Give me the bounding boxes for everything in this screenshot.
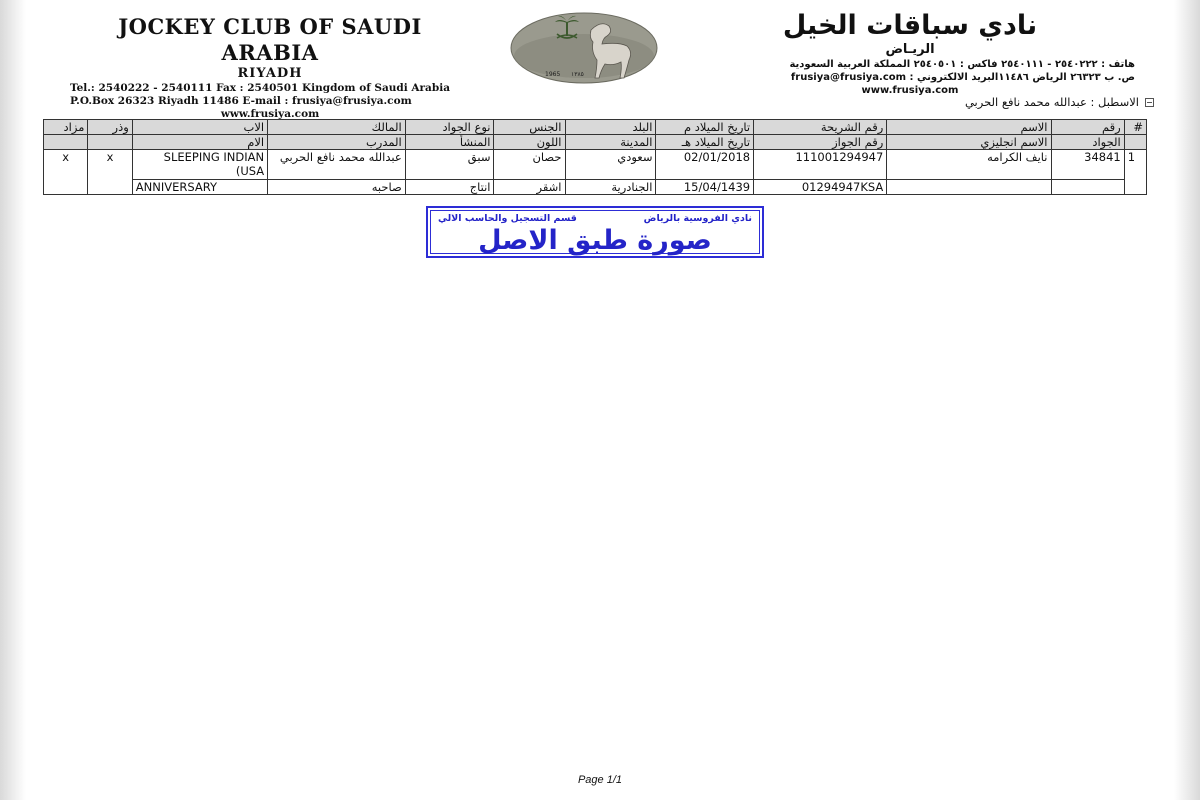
table-row <box>44 150 1147 180</box>
club-name-english: JOCKEY CLUB OF SAUDI ARABIA <box>118 14 422 65</box>
col-birth-greg-header: تاريخ الميلاد م <box>656 120 754 135</box>
contact-tel-arabic: هاتف : ٢٥٤٠٢٢٢ - ٢٥٤٠١١١ فاكس : ٢٥٤٠٥٠١ المملكة العربية السعودية <box>789 59 1135 70</box>
col-sex-header: الجنس <box>494 120 565 135</box>
col-auction-header: مزاد <box>44 120 88 135</box>
cell-name: نايف الكرامه <box>887 150 1051 180</box>
cell-sire: SLEEPING INDIAN (USA <box>132 150 267 180</box>
col-weight-header: وذر <box>88 120 132 135</box>
col-sire-header: الاب <box>132 120 267 135</box>
table-subheader-row <box>44 135 1147 150</box>
stamp-header <box>438 213 752 224</box>
cell-birth-hijri: 15/04/1439 <box>656 180 754 195</box>
cell-color: اشقر <box>494 180 565 195</box>
contact-po-arabic: ص. ب ٢٦٣٢٣ الرياض ١١٤٨٦البريد الالكتروني : frusiya@frusiya.com <box>790 72 1135 83</box>
letterhead-english <box>70 14 470 121</box>
stamp-org: نادي الفروسية بالرياض <box>643 213 752 224</box>
true-copy-stamp <box>426 206 764 258</box>
collapse-box-icon[interactable] <box>1145 98 1154 107</box>
col-birth-hijri-header: تاريخ الميلاد هـ <box>656 135 754 150</box>
cell-horse-no-2 <box>1051 180 1124 195</box>
letterhead-arabic <box>685 10 1135 97</box>
city-english: RIYADH <box>237 66 303 81</box>
cell-owner: عبدالله محمد نافع الحربي <box>268 150 406 180</box>
col-horse-no-header-2: الجواد <box>1051 135 1124 150</box>
cell-auction: x <box>44 150 88 195</box>
svg-text:١٣٨٥: ١٣٨٥ <box>571 71 584 78</box>
col-trainer-header: المدرب <box>268 135 406 150</box>
table-row <box>44 180 1147 195</box>
col-english-name-header: الاسم انجليزي <box>887 135 1051 150</box>
contact-po-english: P.O.Box 26323 Riyadh 11486 E-mail : frusiya@frusiya.com <box>70 95 412 107</box>
cell-country: سعودي <box>565 150 656 180</box>
col-horse-type-header: نوع الجواد <box>405 120 494 135</box>
col-owner-header: المالك <box>268 120 406 135</box>
svg-text:1965: 1965 <box>545 71 561 78</box>
col-num-header: # <box>1124 120 1146 135</box>
cell-horse-type: سبق <box>405 150 494 180</box>
cell-chip: 111001294947 <box>754 150 887 180</box>
col-chip-header: رقم الشريحة <box>754 120 887 135</box>
palm-swords-emblem-horse-icon <box>509 12 659 84</box>
col-name-header: الاسم <box>887 120 1051 135</box>
club-logo <box>509 12 659 84</box>
stable-owner-line <box>965 95 1154 109</box>
cell-weight: x <box>88 150 132 195</box>
page-edge-shadow-left <box>0 0 26 800</box>
col-passport-header: رقم الجواز <box>754 135 887 150</box>
horse-registration-table <box>43 119 1147 195</box>
col-horse-no-header: رقم <box>1051 120 1124 135</box>
col-country-header: البلد <box>565 120 656 135</box>
cell-sex: حصان <box>494 150 565 180</box>
stable-owner-text: الاسطبل : عبدالله محمد نافع الحربي <box>964 95 1139 109</box>
col-city-header: المدينة <box>565 135 656 150</box>
cell-horse-no: 34841 <box>1051 150 1124 180</box>
stamp-main-text: صورة طبق الاصل <box>478 225 712 256</box>
cell-birth-greg: 02/01/2018 <box>656 150 754 180</box>
city-arabic: الريـاض <box>885 42 935 57</box>
cell-english-name <box>887 180 1051 195</box>
col-color-header: اللون <box>494 135 565 150</box>
page-edge-shadow-right <box>1174 0 1200 800</box>
cell-trainer: صاحبه <box>268 180 406 195</box>
website-arabic: www.frusiya.com <box>861 85 959 96</box>
contact-tel-english: Tel.: 2540222 - 2540111 Fax : 2540501 Kingdom of Saudi Arabia <box>70 82 450 94</box>
cell-city: الجنادرية <box>565 180 656 195</box>
cell-origin: انتاج <box>405 180 494 195</box>
cell-passport: 01294947KSA <box>754 180 887 195</box>
cell-num: 1 <box>1124 150 1146 195</box>
col-dam-header: الام <box>132 135 267 150</box>
table-header-row <box>44 120 1147 135</box>
page-number: Page 1/1 <box>577 774 623 786</box>
col-origin-header: المنشأ <box>405 135 494 150</box>
stamp-dept: قسم التسجيل والحاسب الالي <box>438 213 577 224</box>
cell-dam: ANNIVERSARY <box>132 180 267 195</box>
club-name-arabic: نادي سباقات الخيل <box>782 10 1038 41</box>
website-english: www.frusiya.com <box>220 108 320 120</box>
